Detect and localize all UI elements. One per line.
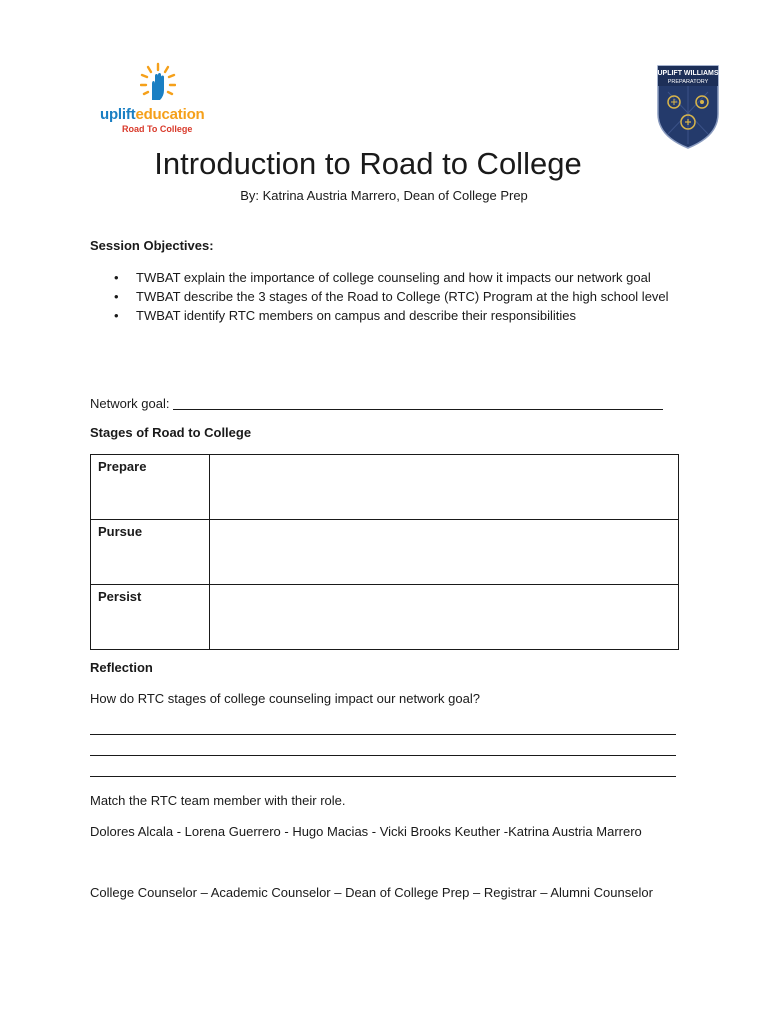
table-row xyxy=(91,455,679,520)
stage-label: Persist xyxy=(91,585,210,650)
network-goal-blank[interactable] xyxy=(173,395,663,410)
stage-label: Prepare xyxy=(91,455,210,520)
objectives-list xyxy=(90,268,716,325)
match-instruction: Match the RTC team member with their role. xyxy=(90,793,346,808)
uplift-education-logo xyxy=(96,62,226,138)
team-member-names: Dolores Alcala - Lorena Guerrero - Hugo Macias - Vicki Brooks Keuther -Katrina Austria Marrero xyxy=(90,824,642,839)
answer-line[interactable] xyxy=(90,755,676,756)
reflection-heading: Reflection xyxy=(90,660,153,675)
stages-table xyxy=(90,454,679,650)
objective-item: • TWBAT describe the 3 stages of the Road to College (RTC) Program at the high school level xyxy=(136,287,716,306)
crest-name: UPLIFT WILLIAMS xyxy=(657,70,719,77)
hand-sun-icon xyxy=(140,62,176,102)
stage-label: Pursue xyxy=(91,520,210,585)
logo-tagline: Road To College xyxy=(122,124,193,134)
school-crest-icon xyxy=(656,64,720,155)
stages-heading: Stages of Road to College xyxy=(90,425,252,440)
objectives-heading: Session Objectives: xyxy=(90,238,214,253)
network-goal-field[interactable] xyxy=(90,395,680,411)
network-goal-label: Network goal: xyxy=(90,396,170,411)
stage-answer-cell[interactable] xyxy=(210,455,679,520)
page-title: Introduction to Road to College xyxy=(154,146,582,181)
logo-wordmark: uplifteducation xyxy=(100,106,205,123)
table-row xyxy=(91,585,679,650)
team-roles: College Counselor – Academic Counselor – Dean of College Prep – Registrar – Alumni Counselor xyxy=(90,885,653,900)
objective-item: • TWBAT explain the importance of college counseling and how it impacts our network goal xyxy=(136,268,716,287)
stage-answer-cell[interactable] xyxy=(210,585,679,650)
byline: By: Katrina Austria Marrero, Dean of College Prep xyxy=(240,188,528,203)
table-row xyxy=(91,520,679,585)
crest-subtitle: PREPARATORY xyxy=(667,79,709,85)
stage-answer-cell[interactable] xyxy=(210,520,679,585)
answer-line[interactable] xyxy=(90,734,676,735)
answer-line[interactable] xyxy=(90,776,676,777)
reflection-question: How do RTC stages of college counseling impact our network goal? xyxy=(90,691,480,706)
objective-item: • TWBAT identify RTC members on campus and describe their responsibilities xyxy=(136,306,716,325)
